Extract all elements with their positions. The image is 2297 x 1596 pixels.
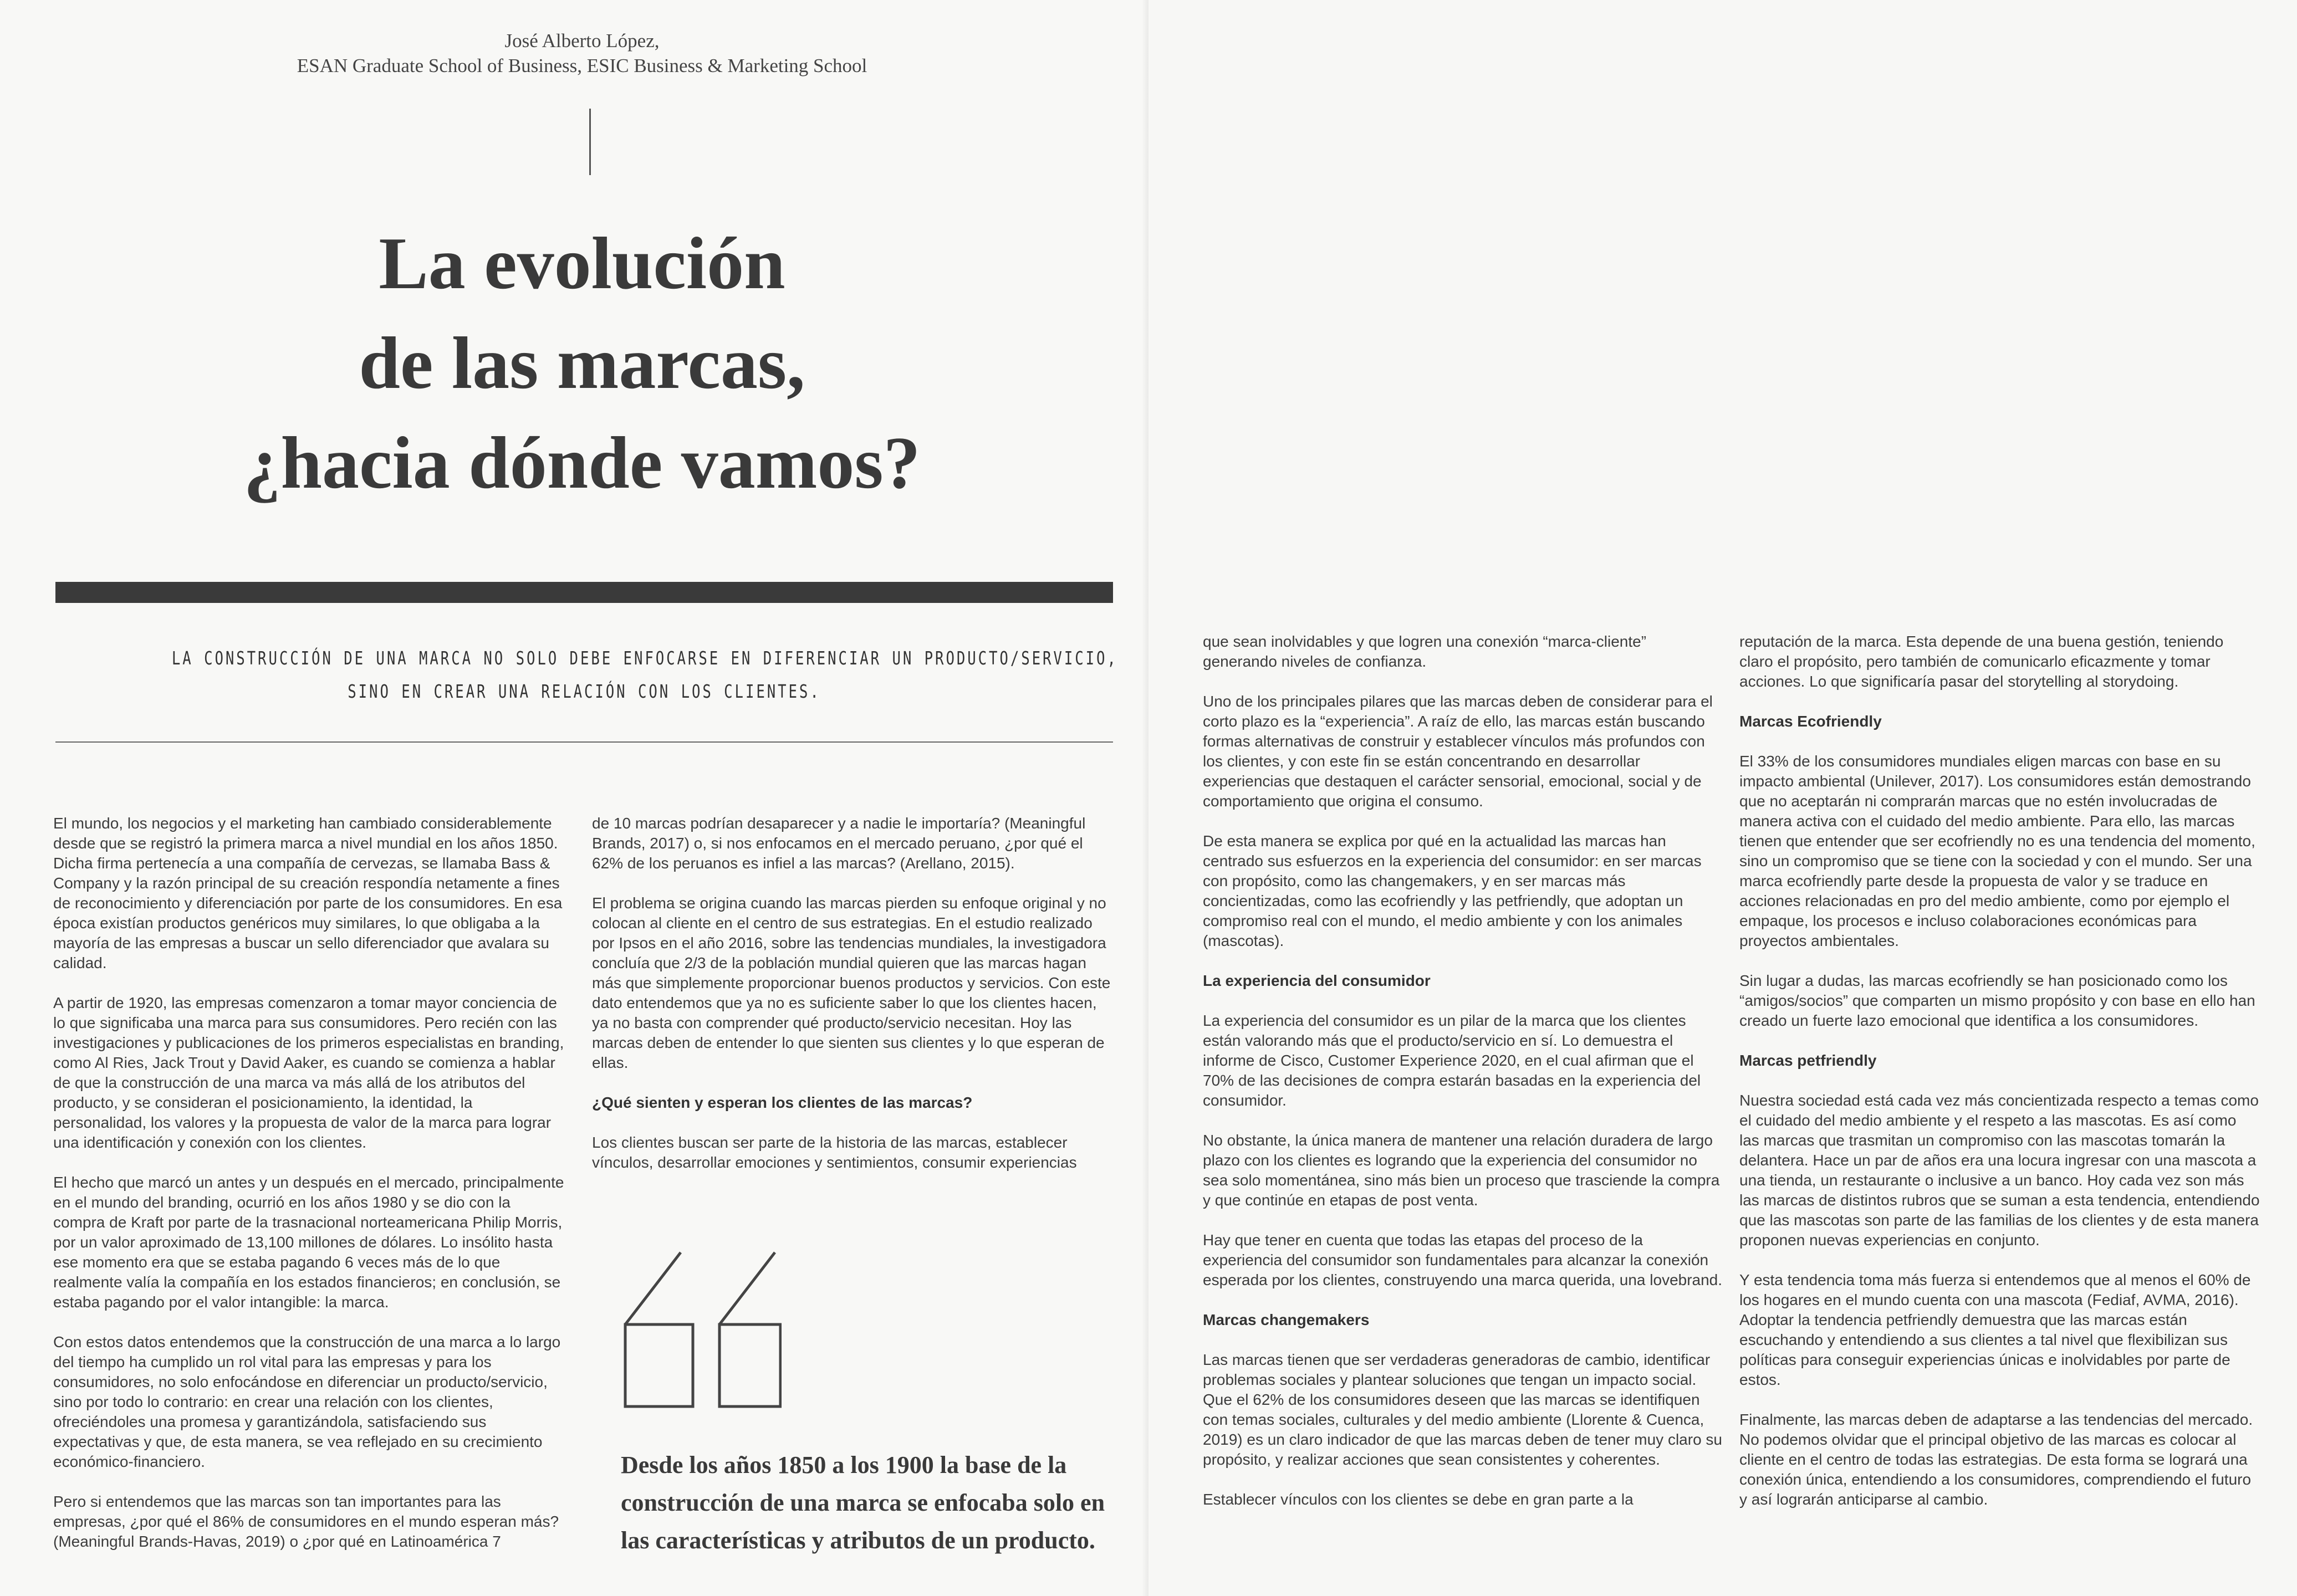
pull-quote-line: las características y atributos de un producto. <box>621 1527 1095 1554</box>
subtitle-line: SINO EN CREAR UNA RELACIÓN CON LOS CLIENTES. <box>348 681 821 702</box>
subtitle-rule <box>55 741 1113 743</box>
paragraph: Con estos datos entendemos que la construcción de una marca a lo largo del tiempo ha cumplido un rol vital para las empresas y para los consumidores, no solo enfocándose en diferenciar un producto/servicio, sino por todo lo contrario: en crear una relación con los clientes, ofreciéndoles una promesa y garantizándola, satisfaciendo sus expectativas y que, de esta manera, se vea reflejado en su crecimiento económico-financiero. <box>53 1333 561 1470</box>
left-page <box>0 0 1148 1596</box>
paragraph: No obstante, la única manera de mantener una relación duradera de largo plazo con los clientes es logrando que la experiencia del consumidor no sea solo momentánea, sino más bien un proceso que trasciende la compra y que continúe en etapas de post venta. <box>1203 1132 1720 1209</box>
paragraph: El problema se origina cuando las marcas pierden su enfoque original y no colocan al cliente en el centro de sus estrategias. En el estudio realizado por Ipsos en el año 2016, sobre las tendencias mundiales, la investigadora concluía que 2/3 de la población mundial quieren que las marcas hagan más que simplemente proporcionar buenos productos y servicios. Con este dato entendemos que ya no es suficiente saber lo que los clientes hacen, ya no basta con comprender qué producto/servicio necesitan. Hoy las marcas deben de entender lo que sienten sus clientes y lo que esperan de ellas. <box>592 894 1111 1071</box>
author-affiliation: ESAN Graduate School of Business, ESIC Business & Marketing School <box>297 54 867 76</box>
paragraph: de 10 marcas podrían desaparecer y a nadie le importaría? (Meaningful Brands, 2017) o, si nos enfocamos en el mercado peruano, ¿por qué el 62% de los peruanos es infiel a las marcas? (Arellano, 2015). <box>592 815 1086 872</box>
paragraph: Pero si entendemos que las marcas son tan importantes para las empresas, ¿por qué el 86% de consumidores en el mundo esperan más? (Meaningful Brands-Havas, 2019) o ¿por qué en Latinoamérica 7 <box>53 1493 559 1550</box>
section-heading: Marcas Ecofriendly <box>1739 713 1882 730</box>
vertical-divider <box>589 109 591 175</box>
paragraph: El mundo, los negocios y el marketing han cambiado considerablemente desde que se registró la primera marca a nivel mundial en los años 1850. Dicha firma pertenecía a una compañía de cervezas, se llamaba Bass & Company y la razón principal de su creación respondía netamente a fines de reconocimiento y diferenciación por parte de los consumidores. En esa época existían productos genéricos muy similares, lo que obligaba a la mayoría de las empresas a buscar un sello diferenciador que avalara su calidad. <box>53 815 563 971</box>
open-quote-icon <box>615 1247 782 1416</box>
paragraph: Hay que tener en cuenta que todas las etapas del proceso de la experiencia del consumidor son fundamentales para alcanzar la conexión esperada por los clientes, construyendo una marca querida, una lovebrand. <box>1203 1231 1723 1288</box>
section-heading: La experiencia del consumidor <box>1203 972 1431 989</box>
paragraph: El 33% de los consumidores mundiales eligen marcas con base en su impacto ambiental (Unilever, 2017). Los consumidores están demostrando que no aceptarán ni comprarán marcas que no estén involucradas de manera activa con el cuidado del medio ambiente. Para ello, las marcas tienen que entender que ser ecofriendly no es una tendencia del momento, sino un compromiso que se tiene con la sociedad y con el mundo. Ser una marca ecofriendly parte desde la propuesta de valor y se traduce en acciones relacionadas en pro del medio ambiente, como por ejemplo el empaque, los procesos e incluso colaboraciones económicas para proyectos ambientales. <box>1739 753 2255 949</box>
title-line: ¿hacia dónde vamos? <box>243 422 921 504</box>
paragraph: reputación de la marca. Esta depende de una buena gestión, teniendo claro el propósito, pero también de comunicarlo eficazmente y tomar acciones. Lo que significaría pasar del storytelling al storydoing. <box>1739 633 2224 690</box>
subtitle-line: LA CONSTRUCCIÓN DE UNA MARCA NO SOLO DEBE ENFOCARSE EN DIFERENCIAR UN PRODUCTO/SERVICIO, <box>171 647 1118 669</box>
author-block <box>255 29 909 79</box>
section-heading: ¿Qué sienten y esperan los clientes de las marcas? <box>592 1094 973 1111</box>
paragraph: Las marcas tienen que ser verdaderas generadoras de cambio, identificar problemas sociales y plantear soluciones que tengan un impacto social. Que el 62% de los consumidores deseen que las marcas se identifiquen con temas sociales, culturales y del medio ambiente (Llorente & Cuenca, 2019) es un claro indicador de que las marcas deben de tener muy claro su propósito, y realizar acciones que sean consistentes y coherentes. <box>1203 1351 1722 1468</box>
title-rule <box>55 582 1113 603</box>
paragraph: De esta manera se explica por qué en la actualidad las marcas han centrado sus esfuerzos en la experiencia del consumidor: en ser marcas con propósito, como las changemakers, y en ser marcas más concientizadas, como las ecofriendly y las petfriendly, que adoptan un compromiso real con el mundo, el medio ambiente y con los animales (mascotas). <box>1203 832 1702 949</box>
paragraph: Nuestra sociedad está cada vez más concientizada respecto a temas como el cuidado del medio ambiente y el respeto a las mascotas. Es así como las marcas que trasmitan un compromiso con las mascotas tomarán la delantera. Hace un par de años era una locura ingresar con una mascota a una tienda, un restaurante o inclusive a un banco. Hoy cada vez son más las marcas de distintos rubros que se suman a esta tendencia, entendiendo que las mascotas son parte de las familias de los clientes y de esta manera proponen nuevas experiencias en conjunto. <box>1739 1092 2260 1249</box>
article-title <box>89 213 1075 513</box>
section-heading: Marcas petfriendly <box>1739 1052 1877 1069</box>
right-page <box>1148 0 2297 1596</box>
article-subtitle <box>171 642 1118 708</box>
paragraph: Y esta tendencia toma más fuerza si entendemos que al menos el 60% de los hogares en el mundo cuenta con una mascota (Fediaf, AVMA, 2016). Adoptar la tendencia petfriendly demuestra que las marcas están escuchando y entendiendo a sus clientes a tal nivel que flexibilizan sus políticas para conseguir experiencias únicas e inolvidables por parte de estos. <box>1739 1271 2251 1388</box>
author-name: José Alberto López, <box>504 30 660 52</box>
text-column-1 <box>53 814 565 1572</box>
pull-quote-line: Desde los años 1850 a los 1900 la base de la <box>621 1451 1067 1479</box>
paragraph: Los clientes buscan ser parte de la historia de las marcas, establecer vínculos, desarrollar emociones y sentimientos, consumir experiencias <box>592 1134 1077 1171</box>
title-line: de las marcas, <box>359 322 805 404</box>
section-heading: Marcas changemakers <box>1203 1311 1370 1328</box>
text-column-4 <box>1739 632 2260 1530</box>
paragraph: La experiencia del consumidor es un pilar de la marca que los clientes están valorando más que el producto/servicio en sí. Lo demuestra el informe de Cisco, Customer Experience 2020, en el cual afirman que el 70% de las decisiones de compra estarán basadas en la experiencia del consumidor. <box>1203 1012 1701 1109</box>
pull-quote-line: construcción de una marca se enfocaba solo en <box>621 1489 1105 1516</box>
title-line: La evolución <box>379 222 785 304</box>
pull-quote <box>621 1446 1114 1559</box>
paragraph: El hecho que marcó un antes y un después en el mercado, principalmente en el mundo del branding, ocurrió en los años 1980 y se dio con la compra de Kraft por parte de la trasnacional norteamericana Philip Morris, por un valor aproximado de 13,100 millones de dólares. Lo insólito hasta ese momento era que se estaba pagando 6 veces más de lo que realmente valía la compañía en los estados financieros; en conclusión, se estaba pagando por el valor intangible: la marca. <box>53 1174 564 1311</box>
paragraph: que sean inolvidables y que logren una conexión “marca-cliente” generando niveles de confianza. <box>1203 633 1647 670</box>
paragraph: Uno de los principales pilares que las marcas deben de considerar para el corto plazo es la “experiencia”. A raíz de ello, las marcas están buscando formas alternativas de construir y establecer vínculos más profundos con los clientes, y con este fin se están concentrando en desarrollar experiencias que destaquen el carácter sensorial, emocional, social y de comportamiento que origina el consumo. <box>1203 693 1713 810</box>
text-column-2 <box>592 814 1113 1193</box>
paragraph: Sin lugar a dudas, las marcas ecofriendly se han posicionado como los “amigos/socios” que comparten un mismo propósito y con base en ello han creado un fuerte lazo emocional que identifica a los consumidores. <box>1739 972 2255 1029</box>
text-column-3 <box>1203 632 1724 1530</box>
paragraph: Finalmente, las marcas deben de adaptarse a las tendencias del mercado. No podemos olvidar que el principal objetivo de las marcas es colocar al cliente en el centro de todas las estrategias. De esta forma se logrará una conexión única, entendiendo a los consumidores, comprendiendo el futuro y así lograrán anticiparse al cambio. <box>1739 1411 2253 1508</box>
paragraph: Establecer vínculos con los clientes se debe en gran parte a la <box>1203 1491 1634 1508</box>
paragraph: A partir de 1920, las empresas comenzaron a tomar mayor conciencia de lo que significaba una marca para sus consumidores. Pero recién con las investigaciones y publicaciones de los primeros especialistas en branding, como Al Ries, Jack Trout y David Aaker, es cuando se comienza a hablar de que la construcción de una marca va más allá de los atributos del producto, y se consideran el posicionamiento, la identidad, la personalidad, los valores y la propuesta de valor de la marca para lograr una identificación y conexión con los clientes. <box>53 994 564 1151</box>
